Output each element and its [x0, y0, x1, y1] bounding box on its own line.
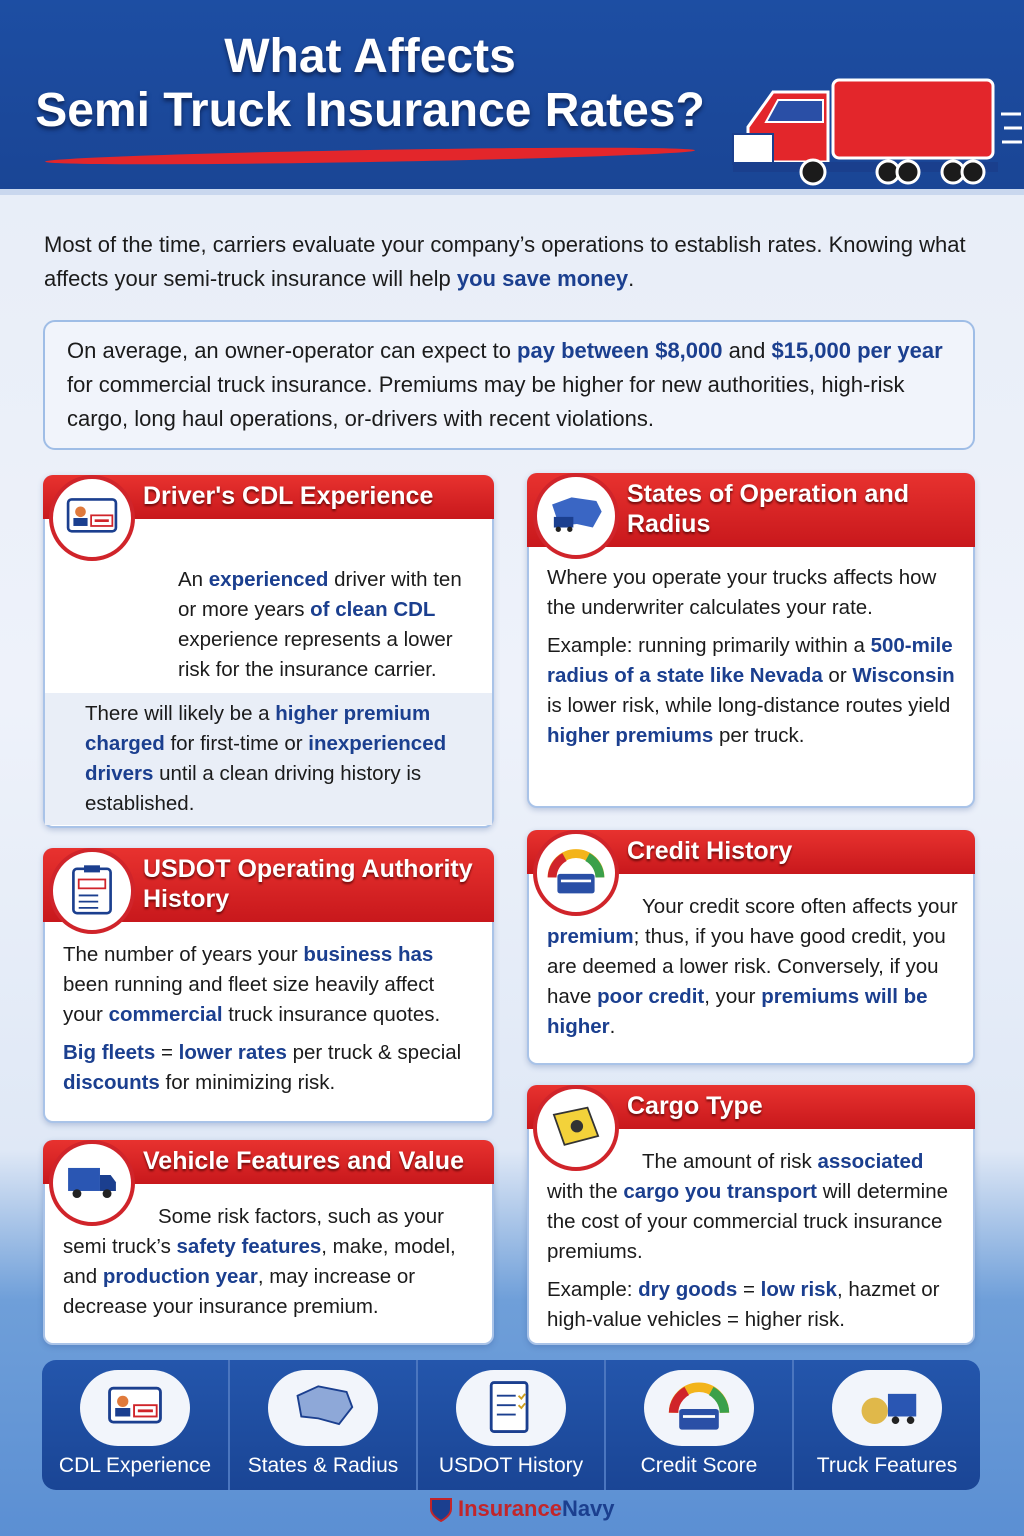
highlighted-text: premium [547, 925, 634, 948]
credit-gauge-icon [666, 1375, 732, 1441]
factor-card-cargo [527, 1085, 975, 1345]
shield-logo-icon [428, 1496, 454, 1522]
highlighted-text: discounts [63, 1071, 160, 1094]
card-icon-badge [49, 1140, 135, 1226]
card-paragraph [63, 565, 478, 685]
text-segment: truck insurance quotes. [222, 1003, 441, 1026]
highlighted-text: production year [102, 1265, 258, 1288]
factor-card-credit [527, 830, 975, 1065]
cdl-card-icon [102, 1375, 168, 1441]
highlighted-text: 500-mile radius of a state like Nevada [547, 634, 953, 687]
highlighted-text: higher premium charged [85, 702, 431, 755]
summary-label: Truck Features [816, 1454, 958, 1477]
summary-icon [80, 1370, 190, 1446]
highlighted-text: lower rates [178, 1041, 287, 1064]
logo-text-insurance: Insurance [458, 1496, 562, 1521]
text-segment: The number of years your [63, 943, 304, 966]
intro-text [44, 228, 984, 296]
factor-card-states [527, 473, 975, 808]
summary-item [794, 1360, 980, 1490]
highlighted-text: of clean CDL [310, 598, 436, 621]
text-segment: experience represents a lower risk for the insurance carrier. [178, 628, 453, 681]
factor-card-cdl [43, 475, 494, 828]
title-line-1: What Affects [224, 30, 516, 83]
factor-card-usdot [43, 848, 494, 1123]
logo-text-navy: Navy [561, 1496, 615, 1521]
average-cost-callout [43, 320, 975, 450]
highlighted-text: low risk [760, 1278, 837, 1301]
text-segment: On average, an owner-operator can expect to [67, 338, 518, 363]
card-title: Vehicle Features and Value [43, 1140, 494, 1184]
summary-icon-bar [42, 1360, 980, 1490]
summary-icon [268, 1370, 378, 1446]
card-body [63, 1202, 478, 1330]
card-paragraph [547, 631, 959, 751]
highlighted-text: associated [817, 1150, 924, 1173]
text-segment: There will likely be a [85, 702, 276, 725]
text-segment: Example: [547, 1278, 639, 1301]
text-segment: ; thus, if you have good credit, you are deemed a lower risk. Conversely, if you have [547, 925, 946, 1008]
text-segment: driver with ten or more years [178, 568, 462, 621]
highlighted-text: cargo you transport [623, 1180, 817, 1203]
semi-truck-icon [728, 72, 1024, 187]
summary-icon [644, 1370, 754, 1446]
highlighted-text: $15,000 per year [771, 338, 943, 363]
highlighted-text: safety features [176, 1235, 322, 1258]
truck-icon [61, 1152, 123, 1214]
card-body [63, 940, 478, 1106]
title-line-2: Semi Truck Insurance Rates? [35, 84, 705, 137]
us-map-truck-icon [545, 485, 607, 547]
text-segment: per truck & special [286, 1041, 462, 1064]
card-title: Cargo Type [527, 1085, 975, 1129]
highlighted-text: pay between $8,000 [517, 338, 723, 363]
card-icon-badge [533, 830, 619, 916]
highlighted-text: inexperienced drivers [85, 732, 447, 785]
text-segment: until a clean driving history is established. [85, 762, 422, 815]
card-paragraph [63, 1202, 478, 1322]
text-segment: = [155, 1041, 179, 1064]
highlighted-text: higher premiums [547, 724, 714, 747]
highlighted-text: poor credit [597, 985, 705, 1008]
text-segment: for commercial truck insurance. Premiums may be higher for new authorities, high-risk cargo, long haul operations, or-drivers with recent violations. [67, 372, 905, 431]
text-segment: with the [547, 1180, 624, 1203]
text-segment: . [628, 266, 635, 291]
highlighted-text: experienced [208, 568, 329, 591]
highlighted-text: Big fleets [63, 1041, 156, 1064]
summary-item [606, 1360, 794, 1490]
card-paragraph [547, 892, 959, 1042]
highlighted-text: business has [303, 943, 434, 966]
text-segment: Some risk factors, such as your semi truck’s [63, 1205, 444, 1258]
truck-moneybag-icon [854, 1375, 920, 1441]
clipboard-checklist-icon [478, 1375, 544, 1441]
summary-item [42, 1360, 230, 1490]
text-segment: Example: running primarily within a [547, 634, 871, 657]
dot-clipboard-icon [61, 860, 123, 922]
card-paragraph [547, 1147, 959, 1267]
summary-item [230, 1360, 418, 1490]
highlighted-text: Wisconsin [852, 664, 955, 687]
text-segment: is lower risk, while long-distance routes yield [547, 694, 951, 717]
card-body [547, 892, 959, 1050]
summary-label: States & Radius [247, 1454, 399, 1477]
card-body [547, 1147, 959, 1343]
summary-icon [832, 1370, 942, 1446]
text-segment: An [178, 568, 209, 591]
card-paragraph [45, 693, 492, 825]
text-segment: The amount of risk [642, 1150, 818, 1173]
text-segment: , your [704, 985, 762, 1008]
text-segment: Where you operate your trucks affects how the underwriter calculates your rate. [547, 566, 937, 619]
text-segment: per truck. [713, 724, 805, 747]
summary-item [418, 1360, 606, 1490]
us-map-icon [290, 1375, 356, 1441]
highlighted-text: commercial [108, 1003, 223, 1026]
card-paragraph [63, 940, 478, 1030]
cdl-card-icon [61, 487, 123, 549]
card-icon-badge [49, 475, 135, 561]
card-paragraph [547, 563, 959, 623]
card-paragraph [63, 1038, 478, 1098]
text-segment: , hazmet or high-value vehicles = higher risk. [547, 1278, 940, 1331]
text-segment: , make, model, and [63, 1235, 456, 1288]
factor-card-vehicle [43, 1140, 494, 1345]
card-title: States of Operation and Radius [527, 473, 975, 547]
text-segment: been running and fleet size heavily affect your [63, 973, 435, 1026]
card-icon-badge [533, 473, 619, 559]
text-segment: or [822, 664, 853, 687]
summary-label: Credit Score [640, 1454, 758, 1477]
highlighted-text: premiums will be higher [547, 985, 928, 1038]
card-title: Driver's CDL Experience [43, 475, 494, 519]
text-segment: for first-time or [164, 732, 309, 755]
text-segment: = [737, 1278, 761, 1301]
header-banner [0, 0, 1024, 195]
text-segment: for minimizing risk. [159, 1071, 336, 1094]
hazmat-cargo-icon [545, 1097, 607, 1159]
text-segment: Most of the time, carriers evaluate your company’s operations to establish rates. Knowing what affects your semi-truck insurance will help [44, 232, 966, 291]
highlighted-text: dry goods [638, 1278, 738, 1301]
text-segment: , may increase or decrease your insurance premium. [63, 1265, 416, 1318]
card-title: USDOT Operating Authority History [43, 848, 494, 922]
page-title [20, 30, 720, 138]
text-segment: Your credit score often affects your [642, 895, 958, 918]
credit-gauge-icon [545, 842, 607, 904]
card-body [547, 563, 959, 759]
summary-label: USDOT History [438, 1454, 584, 1477]
card-icon-badge [49, 848, 135, 934]
text-segment: will determine the cost of your commercial truck insurance premiums. [547, 1180, 949, 1263]
highlighted-text: you save money [456, 266, 629, 291]
text-segment: and [722, 338, 772, 363]
card-title: Credit History [527, 830, 975, 874]
card-paragraph [547, 1275, 959, 1335]
summary-label: CDL Experience [58, 1454, 212, 1477]
insurancenavy-logo [428, 1496, 615, 1522]
text-segment: . [609, 1015, 616, 1038]
summary-icon [456, 1370, 566, 1446]
card-body [63, 565, 478, 833]
red-swoosh [45, 144, 695, 167]
card-icon-badge [533, 1085, 619, 1171]
